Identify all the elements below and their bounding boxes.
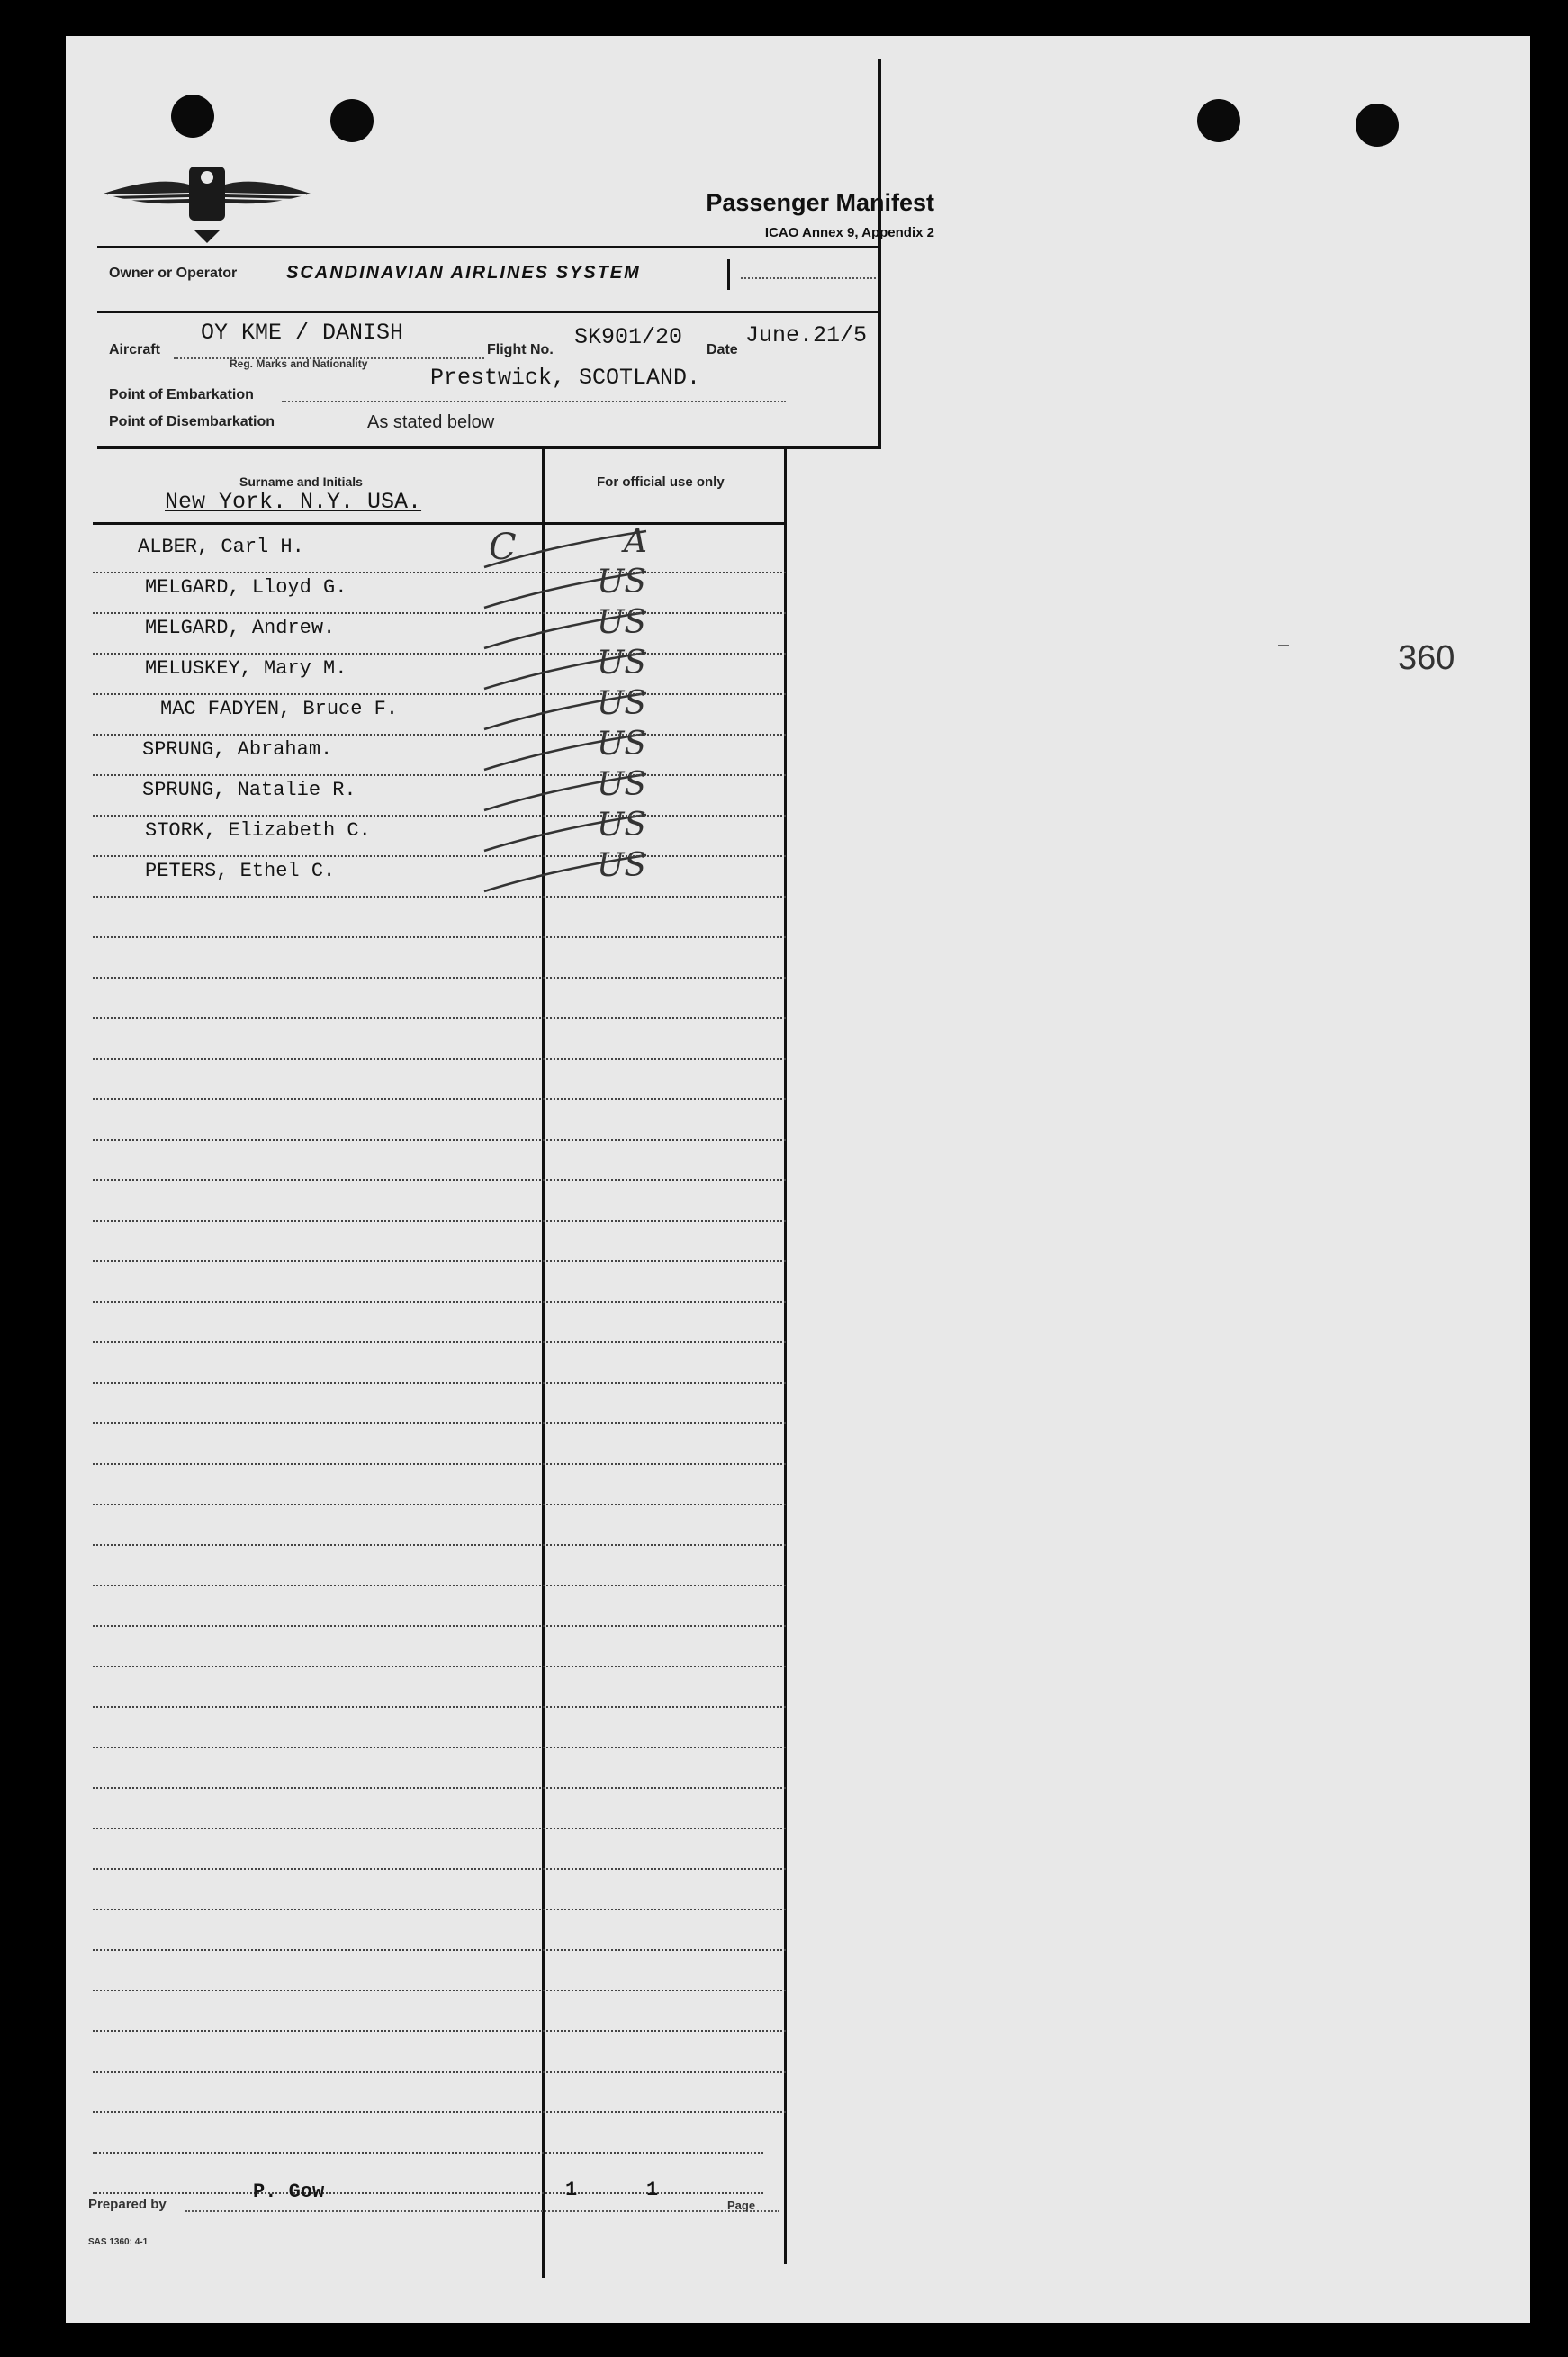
row-line [93,1666,786,1667]
header-rule-1 [97,246,878,248]
table-row [66,847,786,896]
embarkation-value: Prestwick, SCOTLAND. [430,365,701,391]
row-line [93,977,786,979]
table-header-rule [93,522,786,525]
official-mark: US [597,807,647,844]
official-mark: US [597,766,647,803]
official-mark: US [597,847,647,884]
row-line [93,1098,786,1100]
form-code: SAS 1360: 4-1 [88,2237,149,2247]
row-line [93,1585,786,1586]
date-label: Date [707,342,738,357]
table-row [66,685,786,734]
row-line [93,896,786,898]
page-label: Page [727,2199,756,2212]
row-line [93,1058,786,1060]
row-line [93,1341,786,1343]
flight-no-value: SK901/20 [574,324,683,350]
row-line [93,2111,786,2113]
row-line [93,1017,786,1019]
col-surname-header: Surname and Initials [239,474,363,489]
row-line [93,1382,786,1384]
airline-logo-icon [104,158,311,248]
page-number: 1 [565,2179,578,2201]
row-line [93,815,786,817]
date-value: June.21/5 [745,322,868,348]
passenger-name: SPRUNG, Natalie R. [142,779,356,801]
row-line [93,2071,786,2073]
table-row [66,807,786,855]
official-mark: US [597,645,647,682]
owner-label: Owner or Operator [109,266,238,281]
destination-value: New York. N.Y. USA. [165,489,422,515]
passenger-name: SPRUNG, Abraham. [142,738,333,761]
official-mark: US [597,564,647,601]
embarkation-label: Point of Embarkation [109,387,254,402]
row-line [93,1179,786,1181]
row-line [93,1504,786,1505]
row-line [93,1828,786,1829]
row-line [93,2152,763,2154]
row-line [93,612,786,614]
row-line [93,572,786,573]
row-line [93,1909,786,1910]
col-official-header: For official use only [597,474,725,490]
official-mark: A [624,523,647,560]
passenger-name: MELGARD, Lloyd G. [145,576,347,599]
row-line [93,1787,786,1789]
passenger-name: STORK, Elizabeth C. [145,819,371,842]
punch-hole-3 [1197,99,1240,142]
table-row [66,645,786,693]
table-row [66,564,786,612]
row-line [93,1868,786,1870]
manifest-sheet [66,36,1530,2323]
stamp-number: 360 [1398,639,1455,677]
punch-hole-4 [1356,104,1399,147]
row-line [93,2192,763,2194]
row-line [93,1301,786,1303]
prepared-by-value: P. Gow [253,2181,325,2203]
flight-no-label: Flight No. [487,342,554,357]
row-line [93,2030,786,2032]
row-line [93,1625,786,1627]
row-line [93,693,786,695]
row-line [93,653,786,655]
owner-divider [727,259,730,290]
row-line [93,936,786,938]
prepared-by-label: Prepared by [88,2197,167,2212]
disembarkation-label: Point of Disembarkation [109,414,275,429]
row-line [93,1463,786,1465]
row-line [93,1949,786,1951]
row-line [93,774,786,776]
passenger-name: MELUSKEY, Mary M. [145,657,347,680]
official-mark: US [597,726,647,763]
row-line [93,1544,786,1546]
embarkation-dotline [282,401,786,402]
document-title: Passenger Manifest [706,189,934,216]
aircraft-value: OY KME / DANISH [201,320,404,346]
row-line [93,1706,786,1708]
passenger-name: MELGARD, Andrew. [145,617,336,639]
reg-marks-label: Reg. Marks and Nationality [230,357,368,370]
row-line [93,734,786,736]
passenger-name: ALBER, Carl H. [138,536,304,558]
row-line [93,1260,786,1262]
row-line [93,1139,786,1141]
official-mark: US [597,685,647,722]
table-row [66,604,786,653]
row-line [93,1422,786,1424]
owner-value: SCANDINAVIAN AIRLINES SYSTEM [286,263,641,283]
row-line [93,855,786,857]
row-line [93,1747,786,1748]
header-rule-2 [97,311,878,313]
row-line [93,1220,786,1222]
document-subtitle: ICAO Annex 9, Appendix 2 [764,225,934,240]
disembarkation-value: As stated below [367,412,495,432]
prepared-by-dotline [185,2210,779,2212]
aircraft-label: Aircraft [109,342,160,357]
official-mark-extra: C [489,527,517,568]
table-row [66,766,786,815]
page-of: 1 [646,2179,659,2201]
table-row [66,726,786,774]
row-line [93,1990,786,1991]
stamp-dash [1278,645,1289,646]
passenger-name: MAC FADYEN, Bruce F. [160,698,399,720]
owner-dotline [741,277,876,279]
passenger-name: PETERS, Ethel C. [145,860,336,882]
official-mark: US [597,604,647,641]
table-row [66,523,786,572]
